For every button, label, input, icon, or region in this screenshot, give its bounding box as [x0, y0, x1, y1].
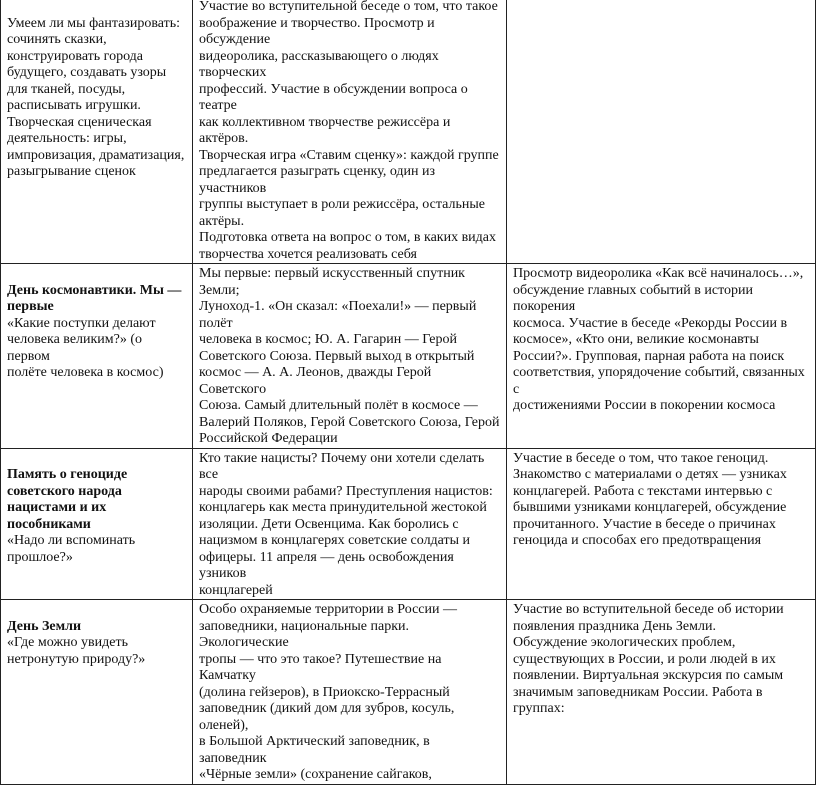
content-cell: Особо охраняемые территории в России — заповедники, национальные парки. Экологические тропы — что это такое? Путешествие на Камчатку (долина гейзеров), в Приокско-Террасный заповедник (дикий дом для зубров, косуль, оленей), в Большой Арктический заповедник, в заповедник «Чёрные земли» (сохранение сайгаков, — [193, 600, 507, 785]
theme-question: Умеем ли мы фантазировать: сочинять сказки, конструировать города будущего, создавать узоры для тканей, посуды, расписывать игрушки. Творческая сценическая деятельность: игры, импровизация, драматизация, разыгрывание сценок — [7, 15, 185, 179]
activity-cell: Просмотр видеоролика «Как всё начиналось…», обсуждение главных событий в истории покорения космоса. Участие в беседе «Рекорды России в космосе», «Кто они, великие космонавты России?». Групповая, парная работа на поиск соответствия, упорядочение событий, связанных с достижениями России в покорении космоса — [507, 264, 816, 449]
activity-cell: Участие в беседе о том, что такое геноцид. Знакомство с материалами о детях — узниках концлагерей. Работа с текстами интервью с бывшими узниками концлагерей, обсуждение прочитанного. Участие в беседе о причинах геноцида и способах его предотвращения — [507, 448, 816, 600]
theme-cell — [1, 264, 193, 449]
activity-cell — [507, 0, 816, 264]
theme-title: День Земли — [7, 618, 82, 634]
table-row — [1, 264, 816, 449]
theme-title: День космонавтики. Мы — первые — [7, 282, 182, 314]
theme-question: «Где можно увидеть нетронутую природу?» — [7, 635, 146, 667]
theme-cell — [1, 0, 193, 264]
table-row — [1, 600, 816, 785]
content-cell: Кто такие нацисты? Почему они хотели сделать все народы своими рабами? Преступления нацистов: концлагерь как места принудительной жестокой изоляции. Дети Освенцима. Как боролись с нацизмом в концлагерях советские солдаты и офицеры. 11 апреля — день освобождения узников концлагерей — [193, 448, 507, 600]
theme-cell — [1, 448, 193, 600]
table-row — [1, 448, 816, 600]
theme-question: «Надо ли вспоминать прошлое?» — [7, 533, 136, 565]
theme-cell — [1, 600, 193, 785]
activity-cell: Участие во вступительной беседе об истории появления праздника День Земли. Обсуждение экологических проблем, существующих в России, и роли людей в их появлении. Виртуальная экскурсия по самым значимым заповедникам России. Работа в группах: — [507, 600, 816, 785]
table-row — [1, 0, 816, 264]
content-cell: Мы первые: первый искусственный спутник Земли; Луноход-1. «Он сказал: «Поехали!» — первый полёт человека в космос; Ю. А. Гагарин — Герой Советского Союза. Первый выход в открытый космос — А. А. Леонов, дважды Герой Советского Союза. Самый длительный полёт в космосе — Валерий Поляков, Герой Советского Союза, Герой Российской Федерации — [193, 264, 507, 449]
theme-title: Память о геноциде советского народа нацистами и их пособниками — [7, 467, 128, 532]
content-cell: Участие во вступительной беседе о том, что такое воображение и творчество. Просмотр и обсуждение видеоролика, рассказывающего о людях творческих профессий. Участие в обсуждении вопроса о театре как коллективном творчестве режиссёра и актёров. Творческая игра «Ставим сценку»: каждой группе предлагается разыграть сценку, один из участников группы выступает в роли режиссёра, остальные актёры. Подготовка ответа на вопрос о том, в каких видах творчества хочется реализовать себя — [193, 0, 507, 264]
theme-question: «Какие поступки делают человека великим?» (о первом полёте человека в космос) — [7, 315, 164, 380]
